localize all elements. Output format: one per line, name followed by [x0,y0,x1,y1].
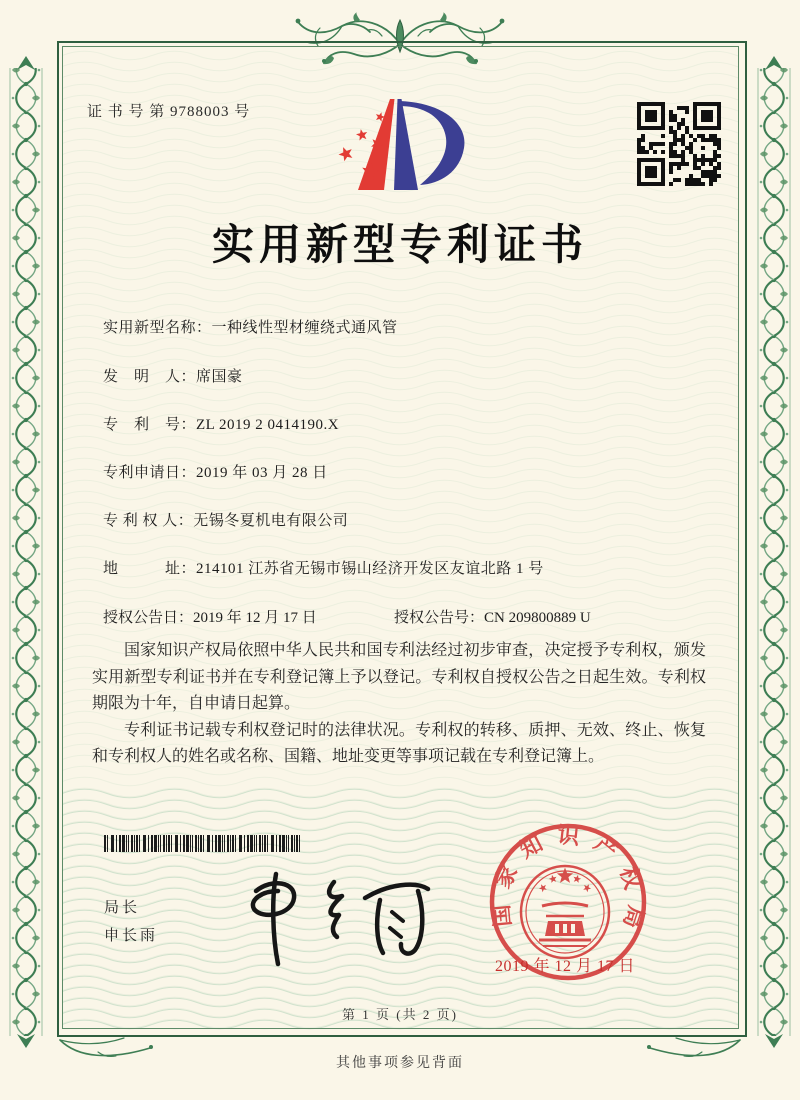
field-row-address [103,557,544,578]
field-value: 无锡冬夏机电有限公司 [193,513,349,529]
grant-date-label: 授权公告日： [103,610,194,626]
page-number: 第 1 页 (共 2 页) [342,1007,458,1022]
certificate-title: 实用新型专利证书 [211,223,588,269]
field-label: 专 利 权 人： [103,513,194,529]
field-row-filing-date [103,461,328,482]
cnipa-logo-icon [330,88,480,200]
grant-number-value: CN 209800889 U [484,610,591,626]
field-value: 2019 年 03 月 28 日 [196,465,328,481]
national-emblem-icon [521,866,609,958]
left-border-ornament-strip [8,56,44,1048]
signer-title: 局长 [104,899,141,916]
qr-code-icon [637,102,721,186]
grant-number-label: 授权公告号： [394,610,485,626]
field-value: 一种线性型材缠绕式通风管 [211,320,398,336]
director-signature-icon [222,860,432,970]
field-label: 专 利 号： [103,417,197,433]
field-label: 地 址： [103,561,197,577]
seal-date: 2019 年 12 月 17 日 [494,958,635,975]
signer-name: 申长雨 [104,927,159,944]
field-row-patent-number [103,413,339,434]
field-value: 席国豪 [196,369,243,385]
seal-ring-text: 国家知识产权局 [487,822,650,944]
certificate-number: 证 书 号 第 9788003 号 [87,104,251,120]
field-label: 专利申请日： [103,465,197,481]
grant-row [103,606,723,627]
back-note: 其他事项参见背面 [336,1056,464,1071]
body-paragraph-2: 专利证书记载专利权登记时的法律状况。专利权的转移、质押、无效、终止、恢复和专利权人的姓名或名称、国籍、地址变更等事项记载在专利登记簿上。 [92,721,706,765]
field-value: ZL 2019 2 0414190.X [196,417,340,433]
legal-body-text [92,638,706,771]
field-label: 发 明 人： [103,369,197,385]
body-paragraph-1: 国家知识产权局依照中华人民共和国专利法经过初步审查，决定授予专利权，颁发实用新型专利证书并在专利登记簿上予以登记。专利权自授权公告之日起生效。专利权期限为十年，自申请日起算。 [92,642,706,712]
field-row-patentee [103,509,348,530]
field-row-inventor [103,365,243,386]
field-row-invention-name [103,316,398,337]
right-border-ornament-strip [756,56,792,1048]
field-value: 214101 江苏省无锡市锡山经济开发区友谊北路 1 号 [196,561,544,577]
field-label: 实用新型名称： [103,320,212,336]
barcode-icon [104,835,306,853]
grant-date-value: 2019 年 12 月 17 日 [193,610,317,626]
